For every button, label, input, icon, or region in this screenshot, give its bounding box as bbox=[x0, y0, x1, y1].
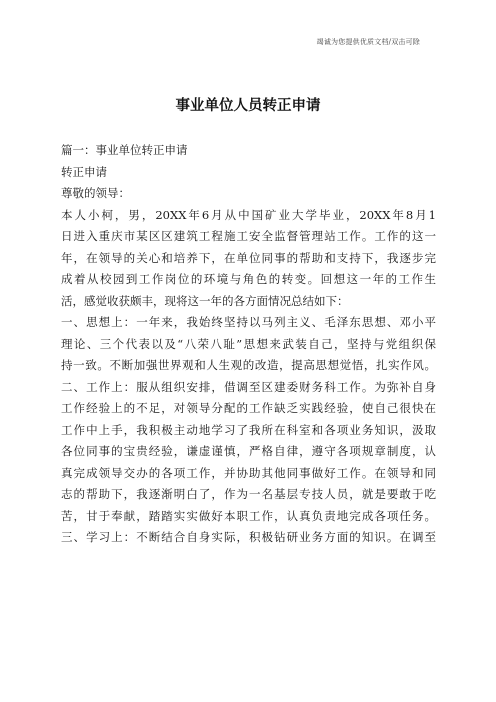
paragraph-line: 二、工作上：服从组织安排，借调至区建委财务科工作。为弥补自身 bbox=[61, 379, 436, 394]
paragraph-line: 工作中上手，我积极主动地学习了我所在科室和各项业务知识，汲取 bbox=[61, 422, 436, 437]
section-heading: 篇一：事业单位转正申请 bbox=[61, 143, 188, 157]
paragraph-line: 日进入重庆市某区区建筑工程施工安全监督管理站工作。工作的这一 bbox=[61, 229, 436, 243]
paragraph-line: 持一致。不断加强世界观和人生观的改造，提高思想觉悟，扎实作风。 bbox=[61, 358, 436, 372]
document-body bbox=[61, 140, 436, 549]
paragraph-line: 成着从校园到工作岗位的环境与角色的转变。回想这一年的工作生 bbox=[61, 272, 436, 286]
salutation: 尊敬的领导： bbox=[61, 186, 130, 200]
paragraph-line: 活，感觉收获颇丰，现将这一年的各方面情况总结如下： bbox=[61, 293, 349, 308]
header-note: 竭诚为您提供优质文档/双击可除 bbox=[316, 38, 420, 46]
paragraph-line: 苦，甘于奉献，踏踏实实做好本职工作，认真负责地完成各项任务。 bbox=[61, 508, 436, 523]
paragraph-line: 各位同事的宝贵经验，谦虚谨慎，严格自律，遵守各项规章制度，认 bbox=[61, 444, 436, 458]
paragraph-line: 一、思想上：一年来，我始终坚持以马列主义、毛泽东思想、邓小平 bbox=[61, 315, 436, 329]
paragraph-line: 年，在领导的关心和培养下，在单位同事的帮助和支持下，我逐步完 bbox=[61, 250, 436, 265]
paragraph-line: 真完成领导交办的各项工作，并协助其他同事做好工作。在领导和同 bbox=[61, 465, 436, 480]
paragraph-line: 本人小柯，男，20XX年6月从中国矿业大学毕业，20XX年8月1 bbox=[61, 207, 436, 222]
paragraph-line: 理论、三个代表以及“八荣八耻”思想来武装自己，坚持与党组织保 bbox=[61, 336, 436, 351]
paragraph-line: 工作经验上的不足，对领导分配的工作缺乏实践经验，使自己很快在 bbox=[61, 401, 436, 415]
letter-subject: 转正申请 bbox=[61, 164, 107, 179]
paragraph-line: 志的帮助下，我逐渐明白了，作为一名基层专技人员，就是要敢于吃 bbox=[61, 487, 436, 501]
document-title: 事业单位人员转正申请 bbox=[175, 97, 321, 114]
paragraph-line: 三、学习上：不断结合自身实际，积极钻研业务方面的知识。在调至 bbox=[61, 530, 436, 544]
